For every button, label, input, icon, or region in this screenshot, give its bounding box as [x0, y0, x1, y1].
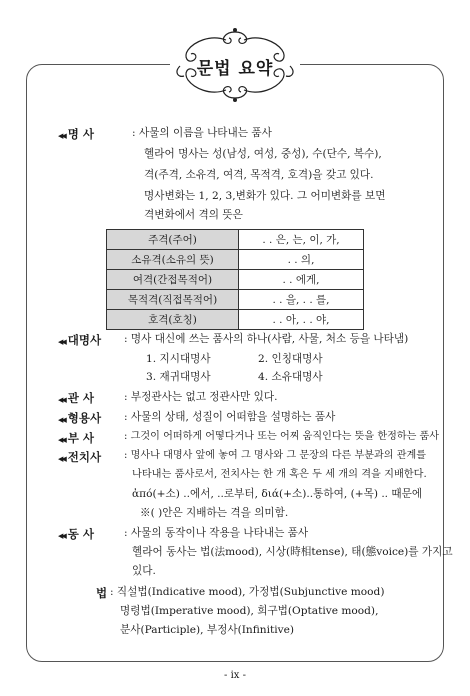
verb-heading: ◀◀ 동 사	[58, 527, 95, 541]
noun-line: 헬라어 명사는 성(남성, 여성, 중성), 수(단수, 복수),	[144, 148, 382, 160]
table-row	[107, 290, 364, 310]
table-cell-meaning: . . 에게,	[239, 270, 364, 290]
noun-line: 명사변화는 1, 2, 3,변화가 있다. 그 어미변화를 보면	[144, 190, 386, 202]
article-definition: : 부정관사는 없고 정관사만 있다.	[124, 391, 278, 403]
pronoun-type: 2. 인칭대명사	[258, 353, 323, 365]
mood-line: : 직설법(Indicative mood), 가정법(Subjunctive mood)	[110, 586, 385, 598]
table-cell-meaning: . . 의,	[239, 250, 364, 270]
pronoun-type: 4. 소유대명사	[258, 371, 323, 383]
pronoun-heading: ◀◀ 대명사	[58, 333, 102, 347]
preposition-example: ἀπό(+소) ..에서, ..로부터, διά(+소)..통하여, (+목) .. 때문에	[132, 488, 423, 500]
adjective-definition: : 사물의 상태, 성질이 어떠함을 설명하는 품사	[124, 411, 336, 423]
mood-line: 명령법(Imperative mood), 희구법(Optative mood),	[120, 605, 379, 617]
table-cell-case: 호격(호칭)	[107, 310, 239, 330]
verb-line: 있다.	[132, 565, 156, 577]
double-triangle-icon: ◀◀	[58, 455, 65, 463]
verb-definition: : 사물의 동작이나 작용을 나타내는 품사	[124, 527, 309, 539]
verb-line: 헬라어 동사는 법(法mood), 시상(時相tense), 태(態voice)를 가지고	[132, 546, 453, 558]
title-ornament	[170, 26, 300, 104]
table-cell-meaning: . . 은, 는, 이, 가,	[239, 230, 364, 250]
case-table	[106, 229, 364, 330]
pronoun-type: 1. 지시대명사	[146, 353, 211, 365]
adverb-definition: : 그것이 어떠하게 어떻다거나 또는 어찌 움직인다는 뜻을 한정하는 품사	[124, 431, 440, 442]
noun-definition: : 사물의 이름을 나타내는 품사	[132, 127, 272, 139]
mood-line: 분사(Participle), 부정사(Infinitive)	[120, 624, 295, 636]
double-triangle-icon: ◀◀	[58, 532, 65, 540]
noun-line: 격(주격, 소유격, 여격, 목적격, 호격)을 갖고 있다.	[144, 169, 374, 181]
table-cell-meaning: . . 을, . . 를,	[239, 290, 364, 310]
adverb-heading: ◀◀ 부 사	[58, 431, 95, 445]
preposition-definition: : 명사나 대명사 앞에 놓여 그 명사와 그 문장의 다른 부분과의 관계를	[124, 450, 426, 461]
table-cell-case: 소유격(소유의 뜻)	[107, 250, 239, 270]
table-row	[107, 310, 364, 330]
table-cell-case: 여격(간접목적어)	[107, 270, 239, 290]
preposition-heading: ◀◀ 전치사	[58, 450, 102, 464]
table-cell-case: 목적격(직접목적어)	[107, 290, 239, 310]
double-triangle-icon: ◀◀	[58, 132, 65, 140]
pronoun-type: 3. 재귀대명사	[146, 371, 211, 383]
table-row	[107, 270, 364, 290]
noun-heading: ◀◀ 명 사	[58, 127, 95, 141]
table-cell-meaning: . . 아, . . 야,	[239, 310, 364, 330]
article-heading: ◀◀ 관 사	[58, 391, 95, 405]
page-number: - ix -	[224, 670, 246, 681]
preposition-line: 나타내는 품사로서, 전치사는 한 개 혹은 두 세 개의 격을 지배한다.	[132, 469, 427, 480]
double-triangle-icon: ◀◀	[58, 436, 65, 444]
preposition-note: ※( )안은 지배하는 격을 의미함.	[140, 507, 289, 519]
double-triangle-icon: ◀◀	[58, 396, 65, 404]
table-row	[107, 230, 364, 250]
table-cell-case: 주격(주어)	[107, 230, 239, 250]
adjective-heading: ◀◀ 형용사	[58, 411, 102, 425]
mood-heading: 법	[96, 586, 108, 600]
pronoun-definition: : 명사 대신에 쓰는 품사의 하나(사람, 사물, 처소 등을 나타냄)	[124, 333, 409, 345]
page-title: 문법 요약	[196, 59, 274, 79]
double-triangle-icon: ◀◀	[58, 338, 65, 346]
double-triangle-icon: ◀◀	[58, 416, 65, 424]
table-row	[107, 250, 364, 270]
noun-line: 격변화에서 격의 뜻은	[144, 209, 243, 221]
